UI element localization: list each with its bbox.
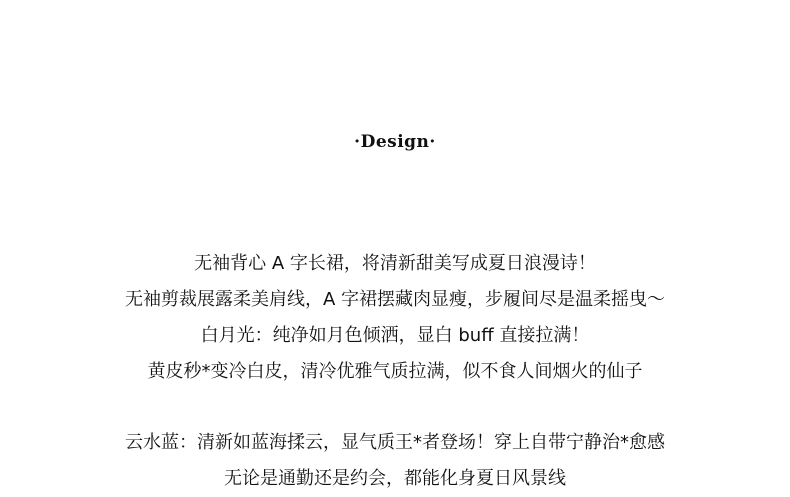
section-heading: ·Design· (354, 132, 436, 152)
description-paragraph-2 (0, 425, 790, 497)
description-line: 白月光：纯净如月色倾洒，显白 buff 直接拉满！ (200, 325, 590, 346)
description-line: 无袖背心 A 字长裙，将清新甜美写成夏日浪漫诗！ (194, 253, 596, 274)
description-line: 黄皮秒*变冷白皮，清冷优雅气质拉满，似不食人间烟火的仙子 (147, 361, 643, 382)
description-line: 无论是通勤还是约会，都能化身夏日风景线 (224, 468, 566, 489)
description-line: 云水蓝：清新如蓝海揉云，显气质王*者登场！穿上自带宁静治*愈感 (125, 432, 665, 453)
description-paragraph-1 (0, 246, 790, 390)
description-line: 无袖剪裁展露柔美肩线，A 字裙摆藏肉显瘦，步履间尽是温柔摇曳～ (124, 289, 666, 310)
